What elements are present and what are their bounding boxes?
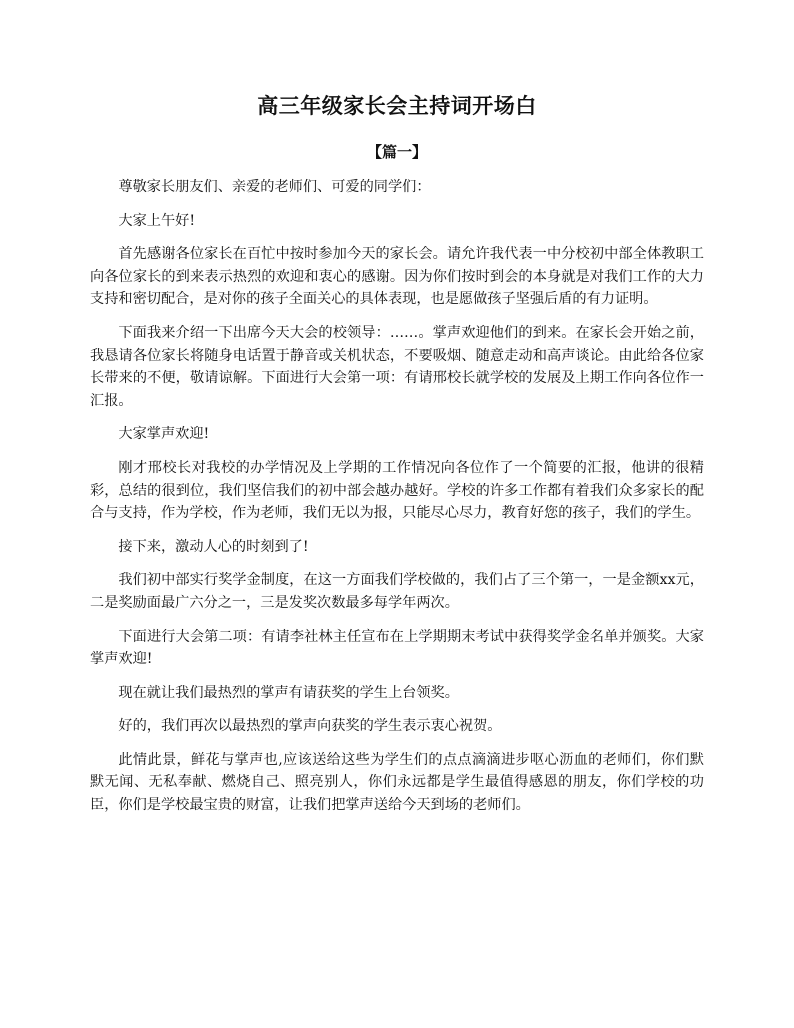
paragraph-agenda-two: 下面进行大会第二项：有请李社林主任宣布在上学期期末考试中获得奖学金名单并颁奖。大家掌声欢迎! bbox=[90, 628, 704, 668]
paragraph-greeting: 大家上午好! bbox=[118, 212, 196, 229]
paragraph-award-invite: 现在就让我们最热烈的掌声有请获奖的学生上台领奖。 bbox=[118, 684, 459, 701]
paragraph-applause-1: 大家掌声欢迎! bbox=[118, 426, 210, 443]
paragraph-congratulations: 好的，我们再次以最热烈的掌声向获奖的学生表示衷心祝贺。 bbox=[118, 718, 502, 735]
section-label: 【篇一】 bbox=[366, 143, 427, 161]
document-body bbox=[90, 176, 704, 828]
paragraph-salutation: 尊敬家长朋友们、亲爱的老师们、可爱的同学们： bbox=[118, 179, 431, 195]
paragraph-report-summary: 刚才邢校长对我校的办学情况及上学期的工作情况向各位作了一个简要的汇报，他讲的很精彩，总结的很到位，我们坚信我们的初中部会越办越好。学校的许多工作都有着我们众多家长的配合与支持，作为学校，作为老师，我们无以为报，只能尽心尽力，教育好您的孩子，我们的学生。 bbox=[90, 459, 704, 522]
paragraph-teachers-tribute: 此情此景，鲜花与掌声也,应该送给这些为学生们的点点滴滴进步呕心沥血的老师们，你们默默无闻、无私奉献、燃烧自己、照亮别人，你们永远都是学生最值得感恩的朋友，你们学校的功臣，你们是学校最宝贵的财富，让我们把掌声送给今天到场的老师们。 bbox=[90, 751, 704, 814]
document-title: 高三年级家长会主持词开场白 bbox=[257, 93, 537, 118]
paragraph-thanks: 首先感谢各位家长在百忙中按时参加今天的家长会。请允许我代表一中分校初中部全体教职工向各位家长的到来表示热烈的欢迎和衷心的感谢。因为你们按时到会的本身就是对我们工作的大力支持和密切配合，是对你的孩子全面关心的具体表现，也是愿做孩子坚强后盾的有力证明。 bbox=[90, 246, 704, 308]
paragraph-scholarship: 我们初中部实行奖学金制度，在这一方面我们学校做的，我们占了三个第一，一是金额xx元，二是奖励面最广六分之一，三是发奖次数最多每学年两次。 bbox=[90, 572, 704, 611]
paragraph-introduction: 下面我来介绍一下出席今天大会的校领导：……。掌声欢迎他们的到来。在家长会开始之前，我恳请各位家长将随身电话置于静音或关机状态，不要吸烟、随意走动和高声谈论。由此给各位家长带来的不便，敬请谅解。下面进行大会第一项：有请邢校长就学校的发展及上期工作向各位作一汇报。 bbox=[90, 324, 704, 409]
paragraph-next-moment: 接下来，激动人心的时刻到了! bbox=[118, 538, 309, 555]
